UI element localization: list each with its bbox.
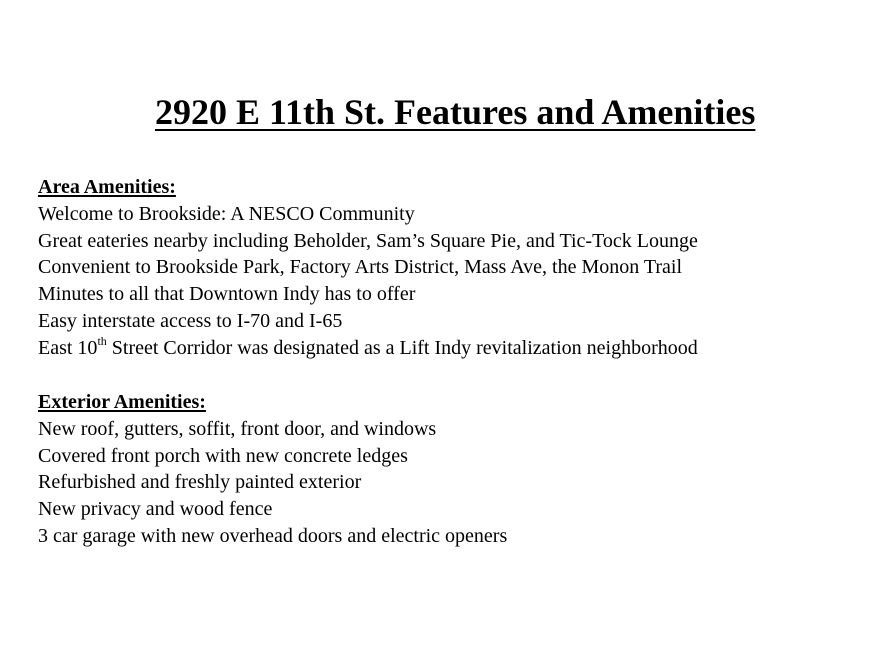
area-amenity-item: Minutes to all that Downtown Indy has to offer xyxy=(38,283,416,306)
area-amenity-item: Welcome to Brookside: A NESCO Community xyxy=(38,202,415,225)
corridor-prefix: East 10 xyxy=(38,336,98,359)
exterior-amenity-item: Covered front porch with new concrete ledges xyxy=(38,444,408,467)
exterior-amenity-item: New roof, gutters, soffit, front door, and windows xyxy=(38,417,437,440)
corridor-suffix: Street Corridor was designated as a Lift Indy revitalization neighborhood xyxy=(106,336,698,359)
exterior-amenity-item: Refurbished and freshly painted exterior xyxy=(38,471,362,494)
ordinal-superscript: th xyxy=(97,334,107,349)
area-amenity-item: Convenient to Brookside Park, Factory Arts District, Mass Ave, the Monon Trail xyxy=(38,256,683,279)
area-amenity-item: Great eateries nearby including Beholder, Sam’s Square Pie, and Tic-Tock Lounge xyxy=(38,229,698,252)
exterior-amenity-item: 3 car garage with new overhead doors and electric openers xyxy=(38,524,508,547)
area-amenities-section xyxy=(38,174,698,362)
area-amenity-item: Easy interstate access to I-70 and I-65 xyxy=(38,309,343,332)
area-amenities-heading: Area Amenities: xyxy=(38,176,176,198)
exterior-amenities-section xyxy=(38,389,507,550)
document-title: 2920 E 11th St. Features and Amenities xyxy=(155,92,756,132)
exterior-amenities-heading: Exterior Amenities: xyxy=(38,391,206,413)
area-amenity-item-corridor xyxy=(38,335,698,362)
exterior-amenity-item: New privacy and wood fence xyxy=(38,498,273,521)
